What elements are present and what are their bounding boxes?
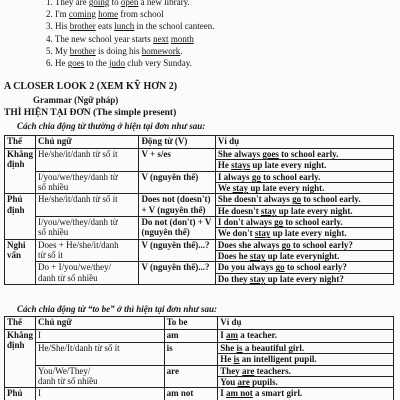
example-sentence (216, 227, 393, 238)
list-item (46, 0, 215, 9)
highlighted-verb: is (233, 354, 240, 365)
example-text: I don't always (217, 217, 275, 228)
table-row (5, 365, 394, 388)
form-cell (5, 239, 36, 284)
list-item (46, 58, 215, 70)
table-row (5, 343, 394, 366)
form-label: Phủ (7, 194, 23, 205)
example-sentence (218, 366, 393, 376)
example-text: teachers. (254, 365, 291, 376)
form-cell (5, 330, 36, 388)
highlighted-verb: stays (231, 160, 251, 171)
example-sentence (216, 172, 393, 182)
item-number: 6. (46, 57, 53, 68)
highlighted-verb: go (292, 194, 302, 205)
verb-text: am (166, 330, 179, 340)
example-cell (218, 365, 394, 388)
example-sentence (216, 273, 393, 284)
verb-text: (nguyên thể) (141, 227, 190, 238)
subject-text: số nhiều (38, 182, 69, 193)
example-text: Do they (217, 273, 250, 284)
subject-text: He/she/it/danh từ số ít (38, 194, 118, 205)
form-label: vấn (7, 250, 22, 261)
item-number: 2. (46, 9, 53, 20)
example-text: a teacher. (238, 330, 277, 340)
form-cell (5, 149, 36, 194)
highlighted-verb: stay (254, 228, 271, 239)
example-text: an intelligent pupil. (239, 354, 317, 365)
highlighted-verb: stay (260, 205, 277, 216)
highlighted-verb: am (226, 330, 239, 340)
example-text: Does she always (217, 239, 282, 250)
subject-cell (36, 343, 165, 366)
example-cell (215, 262, 393, 285)
item-text: club very Sunday. (125, 57, 192, 68)
column-header: Động từ (V) (139, 136, 215, 149)
column-header: Chủ ngữ (36, 317, 165, 330)
table-row (5, 217, 394, 240)
form-label: Phủ (7, 388, 23, 399)
subject-text: danh từ số nhiều (38, 272, 98, 283)
item-text: to the (84, 57, 109, 68)
item-text: They are (54, 0, 89, 7)
example-sentence (216, 182, 393, 193)
example-sentence (216, 250, 393, 261)
example-text: Does he (217, 251, 250, 262)
example-sentence (218, 376, 393, 387)
verb-text: am not (166, 388, 194, 399)
subject-cell (36, 194, 139, 217)
verb-cell (164, 365, 218, 388)
subject-text: You/We/They/ (38, 365, 91, 376)
example-text: to school early? (284, 262, 347, 273)
item-text: going (88, 0, 110, 7)
subject-cell (36, 330, 165, 343)
example-sentence (216, 240, 393, 250)
item-text: home (98, 9, 119, 20)
highlighted-verb: go (251, 171, 261, 182)
table-row (5, 330, 394, 343)
example-sentence (216, 149, 393, 159)
subject-cell (36, 149, 139, 172)
verb-text: V + s/es (141, 149, 171, 159)
example-sentence (218, 343, 393, 353)
form-label: Nghi (7, 239, 26, 250)
example-text: He (220, 354, 234, 365)
verb-cell (139, 217, 215, 240)
verb-text: V (nguyên thể) (141, 171, 199, 182)
item-text: eats (95, 21, 115, 32)
item-text: My (55, 45, 70, 56)
example-text: We don't (217, 228, 255, 239)
highlighted-verb: go (275, 262, 285, 273)
item-text: The new school year starts (54, 33, 154, 44)
example-text: She always (217, 149, 263, 159)
example-sentence (216, 217, 393, 227)
table-row (5, 388, 394, 400)
highlighted-verb: is (236, 343, 243, 353)
form-cell (5, 194, 36, 239)
table-row (5, 149, 394, 172)
example-cell (215, 171, 393, 194)
example-sentence (216, 205, 393, 216)
form-label: định (7, 340, 25, 351)
subject-text: He/She/It/danh từ số ít (38, 343, 120, 353)
subject-text: từ số ít (38, 250, 63, 261)
verb-text: Do not (don't) + V (141, 217, 212, 228)
subject-text: I/you/we/they/danh từ (38, 217, 118, 228)
highlighted-verb: go (274, 217, 284, 228)
to-be-table (4, 316, 394, 400)
column-header: Chủ ngữ (36, 136, 139, 149)
item-text: brother (69, 45, 96, 56)
example-text: to school early. (283, 217, 343, 228)
subject-text: He/she/it/danh từ số ít (38, 149, 118, 159)
example-cell (218, 330, 394, 343)
subject-cell (36, 365, 165, 388)
column-header: Thể (5, 136, 36, 149)
item-text: lunch (114, 21, 135, 32)
example-cell (215, 149, 393, 172)
example-text: She (220, 343, 237, 353)
highlighted-verb: go (281, 239, 291, 250)
item-text: to (109, 0, 121, 7)
subject-cell (36, 262, 139, 285)
example-text: I (220, 330, 227, 340)
highlighted-verb: am not (226, 388, 253, 399)
example-text: to school early. (260, 171, 321, 182)
item-text: month (170, 33, 194, 44)
verb-intro: Cách chia động từ thường ở hiện tại đơn như sau: (17, 121, 206, 131)
item-text: brother (69, 21, 96, 32)
subject-cell (36, 171, 139, 194)
item-number: 5. (46, 45, 53, 56)
form-label: Khẳng (7, 330, 34, 340)
example-text: We (217, 183, 233, 194)
item-text: in the school canteen. (134, 21, 215, 32)
item-text: is doing his (95, 45, 142, 56)
table-row (5, 171, 394, 194)
verb-text: + V (nguyên thể) (141, 204, 206, 215)
verb-text: are (166, 365, 179, 376)
verb-text: is (166, 343, 173, 353)
item-text: He (55, 57, 68, 68)
highlighted-verb: stay (249, 251, 266, 262)
example-sentence (218, 330, 393, 340)
example-text: They (220, 365, 243, 376)
subject-text: Do + I/you/we/they/ (38, 262, 112, 273)
item-number: 4. (46, 33, 53, 44)
verb-cell (139, 149, 215, 172)
simple-present-verb-table (4, 135, 394, 285)
example-text: up late every night. (248, 183, 325, 194)
highlighted-verb: are (237, 377, 250, 388)
item-text: I'm (55, 9, 69, 20)
example-text: a beautiful girl. (242, 343, 305, 353)
item-text: next (153, 33, 169, 44)
example-text: to school early. (301, 194, 361, 205)
subject-text: số nhiều (38, 227, 69, 238)
verb-cell (139, 171, 215, 194)
item-text: His (55, 21, 70, 32)
verb-cell (164, 343, 218, 366)
list-item (46, 34, 215, 46)
form-cell (5, 388, 36, 400)
table-row (5, 262, 394, 285)
example-text: up late every night. (250, 160, 327, 171)
verb-cell (139, 239, 215, 262)
subject-text: I (38, 388, 42, 399)
form-label: định (7, 159, 25, 170)
list-item (46, 9, 215, 21)
example-text: up late every night? (265, 273, 344, 284)
item-text: from school (118, 9, 164, 20)
example-cell (218, 343, 394, 366)
example-text: to school early? (290, 239, 353, 250)
verb-text: V (nguyên thể)...? (141, 239, 210, 250)
form-label: Khẳng (7, 149, 34, 159)
subject-text: Does + He/she/it/danh (38, 239, 119, 250)
example-text: a smart girl. (252, 388, 303, 399)
example-text: She doesn't always (217, 194, 293, 205)
verb-text: Does not (doesn't) (141, 194, 211, 205)
verb-cell (164, 388, 218, 400)
highlighted-verb: stay (232, 183, 249, 194)
example-text: to school early. (278, 149, 339, 159)
example-sentence (216, 159, 393, 170)
highlighted-verb: stay (249, 273, 266, 284)
item-text: homework (141, 45, 181, 56)
example-text: He (217, 160, 232, 171)
verb-cell (139, 262, 215, 285)
form-label: định (7, 204, 25, 215)
list-item (46, 21, 215, 33)
example-cell (218, 388, 394, 400)
item-number: 1. (46, 0, 53, 7)
example-text: He doesn't (217, 205, 261, 216)
tobe-intro: Cách chia động từ “to be” ở thì hiện tại đơn như sau: (17, 304, 217, 314)
verb-text: V (nguyên thể)...? (141, 262, 210, 273)
example-text: up late everynight. (265, 251, 340, 262)
example-cell (215, 194, 393, 217)
subject-text: I/you/we/they/danh từ (38, 171, 118, 182)
highlighted-verb: are (242, 365, 255, 376)
table-row (5, 239, 394, 262)
column-header: Ví dụ (218, 317, 394, 330)
tense-title: THÌ HIỆN TẠI ĐƠN (The simple present) (4, 108, 177, 118)
column-header: To be (164, 317, 218, 330)
example-sentence (218, 388, 393, 398)
subject-cell (36, 388, 165, 400)
example-text: Do you always (217, 262, 276, 273)
subject-text: danh từ số nhiều (38, 376, 98, 387)
item-text: a new library. (138, 0, 190, 7)
subject-cell (36, 217, 139, 240)
column-header: Thể (5, 317, 36, 330)
example-text: I (220, 388, 227, 399)
example-cell (215, 239, 393, 262)
highlighted-verb: goes (262, 149, 279, 159)
example-text: pupils. (249, 377, 278, 388)
item-number: 3. (46, 21, 53, 32)
example-text: You (220, 377, 238, 388)
item-text: judo (109, 57, 126, 68)
example-sentence (216, 262, 393, 272)
example-cell (215, 217, 393, 240)
example-sentence (216, 194, 393, 204)
grammar-label: Grammar (Ngữ pháp) (33, 95, 119, 105)
example-text: up late every night. (270, 228, 347, 239)
example-text: I always (217, 171, 252, 182)
subject-cell (36, 239, 139, 262)
example-sentence (218, 353, 393, 364)
item-text: goes (67, 57, 85, 68)
verb-cell (139, 194, 215, 217)
column-header: Ví dụ (215, 136, 393, 149)
item-text: open (120, 0, 139, 7)
item-text: coming (68, 9, 96, 20)
subject-text: I (38, 330, 42, 340)
exercise-list (46, 0, 215, 70)
section-title: A CLOSER LOOK 2 (XEM KỸ HƠN 2) (4, 81, 178, 92)
table-row (5, 194, 394, 217)
list-item (46, 46, 215, 58)
example-text: up late every night. (276, 205, 353, 216)
verb-cell (164, 330, 218, 343)
item-text: . (180, 45, 183, 56)
